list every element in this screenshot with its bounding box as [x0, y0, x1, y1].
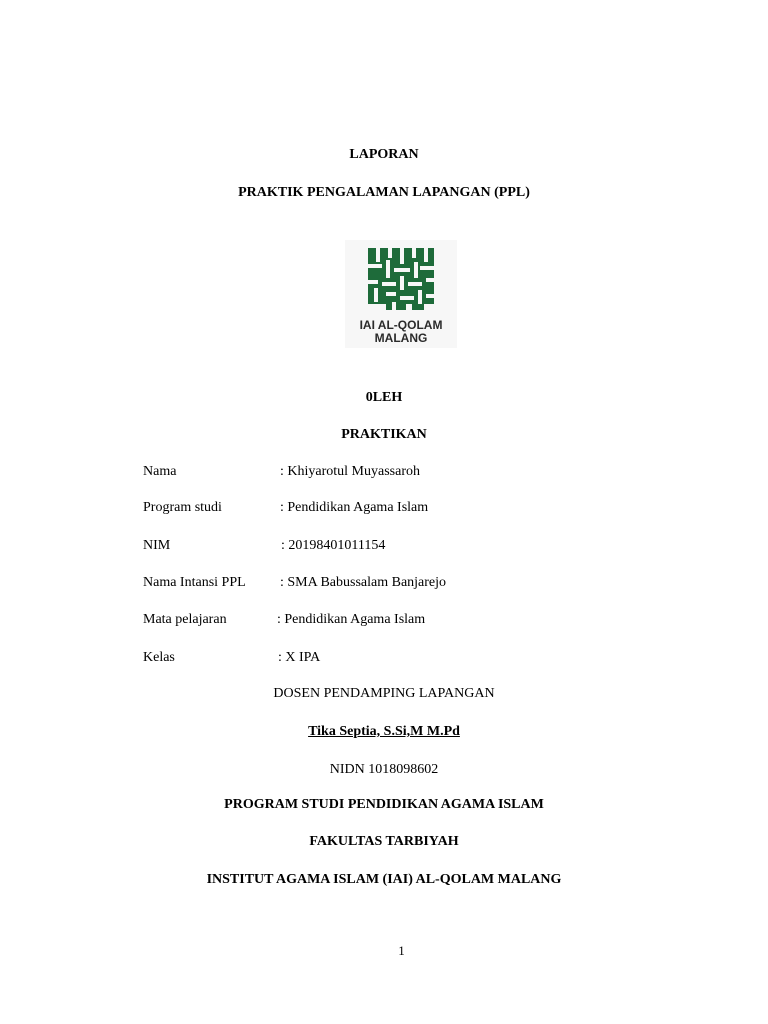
- field-label: Kelas: [143, 650, 175, 665]
- logo-text-line1: IAI AL-QOLAM: [359, 318, 443, 332]
- field-label: NIM: [143, 538, 171, 553]
- dosen-heading: DOSEN PENDAMPING LAPANGAN: [273, 686, 495, 701]
- fakultas-heading: FAKULTAS TARBIYAH: [309, 834, 459, 849]
- field-label: Mata pelajaran: [143, 612, 227, 627]
- field-label: Nama: [143, 464, 177, 479]
- field-value: : SMA Babussalam Banjarejo: [280, 575, 447, 590]
- iai-al-qolam-logo: [345, 240, 457, 348]
- praktikan-heading: PRAKTIKAN: [341, 427, 427, 442]
- field-value: : X IPA: [278, 650, 321, 665]
- logo-emblem-icon: [345, 240, 457, 310]
- field-label: Nama Intansi PPL: [143, 575, 246, 590]
- institut-heading: INSTITUT AGAMA ISLAM (IAI) AL-QOLAM MALANG: [206, 872, 562, 887]
- field-value: : Pendidikan Agama Islam: [280, 500, 429, 515]
- report-subtitle: PRAKTIK PENGALAMAN LAPANGAN (PPL): [238, 185, 530, 200]
- logo-text-line2: MALANG: [374, 331, 428, 345]
- field-value: : Khiyarotul Muyassaroh: [280, 464, 420, 479]
- report-title: LAPORAN: [349, 147, 419, 162]
- oleh-label: 0LEH: [365, 390, 403, 405]
- field-value: : 20198401011154: [281, 538, 386, 553]
- dosen-name: Tika Septia, S.Si,M M.Pd: [308, 724, 460, 739]
- page-number: 1: [398, 943, 405, 958]
- dosen-nidn: NIDN 1018098602: [329, 762, 439, 777]
- program-studi-heading: PROGRAM STUDI PENDIDIKAN AGAMA ISLAM: [224, 797, 544, 812]
- field-label: Program studi: [143, 500, 222, 515]
- field-value: : Pendidikan Agama Islam: [277, 612, 426, 627]
